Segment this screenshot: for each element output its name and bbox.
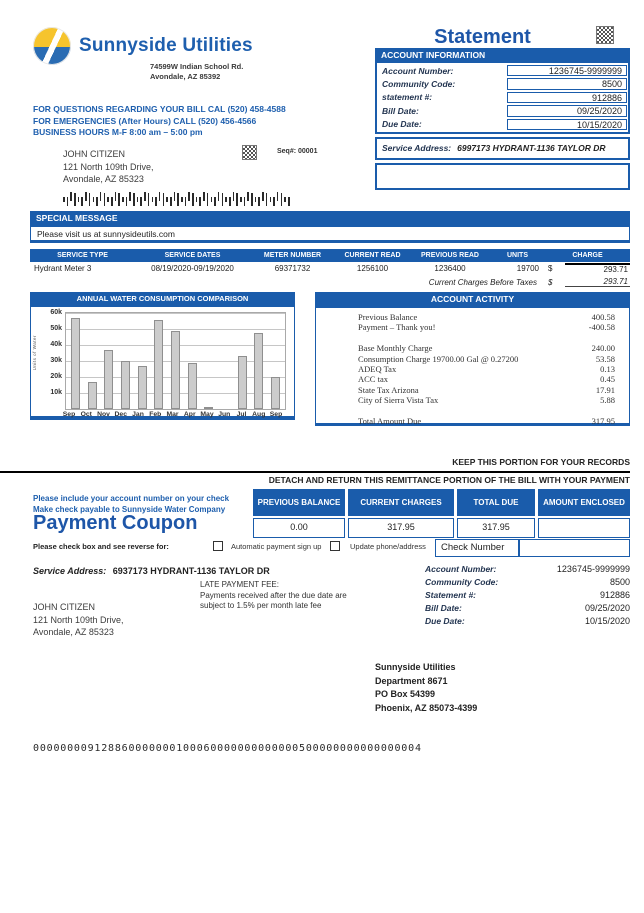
contact-info (33, 104, 286, 139)
automatic-payment-checkbox[interactable] (213, 541, 223, 551)
barcode-bar (207, 193, 209, 206)
coupon-bill-date-value: 09/25/2020 (584, 603, 630, 613)
y-axis-tick: 50k (50, 325, 62, 332)
cell-service-type: Hydrant Meter 3 (34, 264, 92, 273)
barcode-bar (78, 197, 80, 202)
barcode-bar (177, 193, 179, 206)
barcode-bar (270, 197, 272, 202)
y-axis-tick: 30k (50, 357, 62, 364)
barcode-bar (70, 192, 72, 201)
customer-address-line1: 121 North 109th Drive, (63, 161, 154, 172)
chart-bar-feb (154, 320, 163, 409)
y-axis-tick: 40k (50, 341, 62, 348)
bill-date-value: 09/25/2020 (507, 105, 627, 117)
x-axis-label: Jun (218, 411, 231, 418)
coupon-statement-number-row (425, 589, 630, 602)
cell-current-read: 1256100 (356, 264, 389, 273)
barcode-bar (155, 197, 157, 206)
barcode-bar (273, 197, 275, 206)
company-name: Sunnyside Utilities (79, 35, 253, 56)
contact-line-hours: BUSINESS HOURS M-F 8:00 am – 5:00 pm (33, 127, 203, 137)
activity-label: ACC tax (358, 374, 388, 385)
coupon-statement-number-label: Statement #: (425, 590, 477, 600)
contact-line-emergencies: FOR EMERGENCIES (After Hours) CALL (520) 456-4566 (33, 115, 257, 126)
statement-number-label: statement #: (382, 92, 433, 103)
activity-value: 53.58 (595, 353, 615, 364)
detach-line (0, 471, 630, 473)
notes-empty-box (375, 163, 630, 190)
update-phone-label: Update phone/address (350, 542, 426, 551)
barcode-bar (277, 192, 279, 201)
activity-value: 317.95 (591, 416, 615, 427)
x-axis-label: Mar (166, 411, 179, 418)
barcode-bar (233, 192, 235, 201)
community-code-label: Community Code: (382, 79, 456, 90)
coupon-check-note: Please check box and see reverse for: (33, 542, 169, 551)
header-previous-balance: PREVIOUS BALANCE (253, 489, 345, 516)
service-table-row (30, 262, 630, 275)
detach-note: DETACH AND RETURN THIS REMITTANCE PORTION OF THE BILL WITH YOUR PAYMENT (268, 475, 630, 485)
x-axis-label: Sep (62, 411, 76, 418)
chart-bar-sep (71, 318, 80, 409)
barcode-bar (126, 197, 128, 206)
account-information-panel (375, 48, 630, 190)
remittance-value-row (253, 518, 630, 538)
barcode-bar (89, 193, 91, 206)
subtotal-value: 293.71 (565, 277, 630, 287)
coupon-account-panel (425, 563, 630, 628)
activity-label: City of Sierra Vista Tax (358, 395, 439, 406)
qr-code-icon (597, 27, 613, 43)
barcode-bar (144, 192, 146, 201)
account-activity-rows (315, 307, 630, 426)
activity-row (358, 385, 615, 395)
header-amount-enclosed: AMOUNT ENCLOSED (538, 489, 630, 516)
cell-units: 19700 (516, 264, 539, 273)
coupon-account-number-row (425, 563, 630, 576)
barcode-bar (148, 193, 150, 206)
coupon-bill-date-row (425, 602, 630, 615)
barcode-bar (67, 197, 69, 206)
check-number-field[interactable] (519, 539, 630, 557)
bill-date-label: Bill Date: (382, 105, 419, 116)
activity-label: Consumption Charge 19700.00 Gal @ 0.27200 (358, 353, 519, 364)
activity-value: 400.58 (591, 312, 615, 322)
amount-enclosed-field[interactable] (538, 518, 630, 538)
barcode-bar (111, 197, 113, 206)
late-fee-text: Payments received after the due date are subject to 1.5% per month late fee (200, 590, 347, 610)
barcode-bar (185, 197, 187, 206)
chart-bar-apr (188, 363, 197, 409)
x-axis-label: Oct (80, 411, 92, 418)
cell-meter-number: 69371732 (274, 264, 311, 273)
coupon-due-date-label: Due Date: (425, 616, 465, 626)
ocr-scan-line: 000000009128860000000100060000000000000500000000000000004 (33, 743, 422, 754)
community-code-value: 8500 (507, 78, 627, 90)
barcode-bar (192, 193, 194, 206)
cell-service-dates: 08/19/2020-09/19/2020 (151, 264, 234, 273)
coupon-community-code-value: 8500 (609, 577, 630, 587)
seq-qr-code-icon (243, 146, 256, 159)
activity-value: 0.13 (600, 364, 615, 375)
x-axis-label: Jul (236, 411, 247, 418)
barcode-bar (244, 197, 246, 206)
barcode-bar (211, 197, 213, 202)
coupon-account-number-value: 1236745-9999999 (556, 564, 630, 574)
barcode-bar (96, 197, 98, 206)
x-axis-label: Dec (114, 411, 127, 418)
statement-number-row (377, 91, 628, 104)
service-address-value: 6997173 HYDRANT-1136 TAYLOR DR (457, 143, 606, 154)
special-message-text: Please visit us at sunnysideutils.com (30, 226, 630, 243)
header-previous-read: PREVIOUS READ (421, 252, 479, 259)
chart-bar-nov (104, 350, 113, 409)
intelligent-mail-barcode (63, 192, 353, 206)
x-axis-label: Feb (149, 411, 162, 418)
activity-row-blank (358, 333, 615, 343)
coupon-community-code-row (425, 576, 630, 589)
coupon-customer-name: JOHN CITIZEN (33, 602, 95, 612)
barcode-bar (281, 193, 283, 206)
coupon-service-address-value: 6937173 HYDRANT-1136 TAYLOR DR (112, 566, 270, 576)
barcode-bar (133, 193, 135, 206)
statement-title: Statement (434, 26, 531, 48)
activity-label: ADEQ Tax (358, 364, 397, 375)
sun-logo-icon (33, 27, 71, 65)
chart-bar-may (204, 407, 213, 409)
chart-bar-aug (254, 333, 263, 409)
account-number-label: Account Number: (382, 65, 454, 76)
activity-label: Previous Balance (358, 312, 418, 322)
barcode-bar (166, 197, 168, 202)
barcode-bar (137, 197, 139, 202)
activity-row (358, 312, 615, 322)
barcode-bar (203, 192, 205, 201)
subtotal-label: Current Charges Before Taxes (428, 277, 537, 287)
barcode-bar (236, 193, 238, 206)
late-fee-title: LATE PAYMENT FEE: (200, 580, 279, 589)
chart-bars (65, 312, 286, 410)
y-axis-tick: 60k (50, 309, 62, 316)
header-current-charges: CURRENT CHARGES (348, 489, 454, 516)
header-current-read: CURRENT READ (344, 252, 401, 259)
account-number-row (377, 64, 628, 77)
barcode-bar (104, 193, 106, 206)
coupon-service-address-label: Service Address: (33, 566, 107, 576)
barcode-bar (181, 197, 183, 202)
activity-row (358, 354, 615, 364)
header-total-due: TOTAL DUE (457, 489, 535, 516)
customer-name: JOHN CITIZEN (63, 149, 125, 159)
chart-bar-dec (121, 361, 130, 409)
barcode-bar (196, 197, 198, 202)
barcode-bar (288, 197, 290, 206)
customer-address-line2: Avondale, AZ 85323 (63, 174, 144, 184)
barcode-bar (251, 193, 253, 206)
cell-currency: $ (548, 264, 553, 273)
due-date-label: Due Date: (382, 119, 422, 130)
barcode-bar (225, 197, 227, 202)
consumption-chart (30, 292, 295, 420)
coupon-note-account-number: Please include your account number on your check (33, 494, 230, 503)
barcode-bar (188, 192, 190, 201)
chart-bar-mar (171, 331, 180, 409)
barcode-bar (174, 192, 176, 201)
x-axis-label: Apr (183, 411, 196, 418)
payment-coupon-title: Payment Coupon (33, 512, 198, 534)
chart-bar-jan (138, 366, 147, 409)
barcode-bar (229, 197, 231, 206)
barcode-bar (159, 192, 161, 201)
header-service-type: SERVICE TYPE (57, 252, 108, 259)
remit-name: Sunnyside Utilities (375, 662, 456, 672)
barcode-bar (170, 197, 172, 206)
header-service-dates: SERVICE DATES (164, 252, 221, 259)
account-information-header: ACCOUNT INFORMATION (375, 48, 630, 63)
activity-label: Total Amount Due (358, 416, 422, 427)
subtotal-row (30, 275, 630, 289)
customer-mailing-block (63, 148, 154, 186)
update-phone-checkbox[interactable] (330, 541, 340, 551)
activity-row (358, 395, 615, 405)
barcode-bar (152, 197, 154, 202)
cell-charge: 293.71 (565, 263, 630, 274)
chart-plot-area (30, 306, 295, 420)
barcode-bar (85, 192, 87, 201)
barcode-bar (199, 197, 201, 206)
barcode-bar (214, 197, 216, 206)
barcode-bar (81, 197, 83, 206)
barcode-bar (266, 193, 268, 206)
previous-balance-value: 0.00 (253, 518, 345, 538)
x-axis-label: May (200, 411, 214, 418)
remit-to-address (375, 661, 477, 715)
barcode-bar (284, 197, 286, 202)
barcode-bar (163, 193, 165, 206)
chart-title: ANNUAL WATER CONSUMPTION COMPARISON (30, 292, 295, 306)
activity-value: 5.88 (600, 395, 615, 406)
activity-label: Payment – Thank you! (358, 322, 436, 333)
coupon-customer-address-line1: 121 North 109th Drive, (33, 614, 124, 625)
barcode-bar (122, 197, 124, 202)
barcode-bar (74, 193, 76, 206)
company-address-line2: Avondale, AZ 85392 (150, 72, 221, 81)
service-address-box (375, 137, 630, 160)
coupon-community-code-label: Community Code: (425, 577, 499, 587)
activity-value: 17.91 (595, 384, 615, 395)
activity-label: State Tax Arizona (358, 384, 419, 395)
remit-department: Department 8671 (375, 675, 448, 686)
sequence-number: Seq#: 00001 (277, 148, 318, 155)
bill-date-row (377, 104, 628, 117)
header-units: UNITS (507, 252, 528, 259)
x-axis-label: Jan (132, 411, 144, 418)
company-address (150, 62, 243, 82)
activity-value: 240.00 (591, 343, 615, 354)
check-number-label-cell: Check Number (435, 539, 519, 557)
service-charges-table (30, 249, 630, 289)
special-message-section (30, 211, 630, 243)
service-table-header (30, 249, 630, 262)
barcode-bar (63, 197, 65, 202)
company-address-line1: 74599W Indian School Rd. (150, 62, 244, 71)
community-code-row (377, 77, 628, 90)
y-axis-tick: 10k (50, 389, 62, 396)
total-due-value: 317.95 (457, 518, 535, 538)
account-number-value: 1236745-9999999 (507, 65, 627, 77)
barcode-bar (129, 192, 131, 201)
chart-y-axis-ticks (43, 305, 65, 401)
account-activity-panel (315, 292, 630, 426)
x-axis-label: Aug (252, 411, 266, 418)
subtotal-currency: $ (548, 277, 553, 287)
activity-row-blank (358, 406, 615, 416)
coupon-note-payable: Make check payable to Sunnyside Water Company (33, 504, 226, 514)
activity-row (358, 374, 615, 384)
statement-number-value: 912886 (507, 92, 627, 104)
barcode-bar (218, 192, 220, 201)
barcode-bar (247, 192, 249, 201)
automatic-payment-label: Automatic payment sign up (231, 542, 322, 551)
remit-city: Phoenix, AZ 85073-4399 (375, 702, 478, 713)
activity-row (358, 364, 615, 374)
coupon-account-number-label: Account Number: (425, 564, 497, 574)
account-activity-header: ACCOUNT ACTIVITY (315, 292, 630, 307)
coupon-due-date-row (425, 615, 630, 628)
coupon-customer-block (33, 601, 124, 639)
barcode-bar (255, 197, 257, 202)
chart-bar-oct (88, 382, 97, 409)
barcode-bar (140, 197, 142, 206)
barcode-bar (240, 197, 242, 202)
barcode-bar (115, 192, 117, 201)
barcode-bar (118, 193, 120, 206)
y-axis-tick: 20k (50, 373, 62, 380)
remittance-header-row (253, 489, 630, 516)
cell-previous-read: 1236400 (434, 264, 466, 273)
barcode-bar (258, 197, 260, 206)
barcode-bar (262, 192, 264, 201)
remit-po-box: PO Box 54399 (375, 689, 436, 699)
late-fee-block (200, 580, 360, 612)
barcode-bar (222, 193, 224, 206)
barcode-bar (107, 197, 109, 202)
current-charges-value: 317.95 (348, 518, 454, 538)
activity-value: 0.45 (600, 374, 615, 385)
service-address-label: Service Address: (382, 143, 452, 154)
coupon-customer-address-line2: Avondale, AZ 85323 (33, 627, 114, 637)
coupon-statement-number-value: 912886 (599, 590, 630, 600)
activity-row (358, 343, 615, 353)
header-meter-number: METER NUMBER (263, 252, 322, 259)
coupon-due-date-value: 10/15/2020 (584, 616, 630, 626)
coupon-service-address (33, 566, 270, 576)
coupon-bill-date-label: Bill Date: (425, 603, 462, 613)
chart-y-axis-label: Units of Water (32, 335, 37, 371)
barcode-bar (93, 197, 95, 202)
chart-x-axis-labels (34, 410, 286, 418)
header-charge: CHARGE (572, 252, 603, 259)
x-axis-label: Sep (269, 411, 283, 418)
special-message-header: SPECIAL MESSAGE (30, 211, 630, 226)
chart-bar-jul (238, 356, 247, 409)
due-date-value: 10/15/2020 (507, 119, 627, 131)
activity-value: -400.58 (588, 322, 615, 333)
keep-portion-note: KEEP THIS PORTION FOR YOUR RECORDS (452, 457, 630, 467)
due-date-row (377, 118, 628, 131)
barcode-bar (100, 192, 102, 201)
activity-label: Base Monthly Charge (358, 343, 433, 354)
remittance-table (253, 489, 630, 538)
activity-row (358, 322, 615, 332)
contact-line-questions: FOR QUESTIONS REGARDING YOUR BILL CAL (520) 458-4588 (33, 104, 286, 114)
activity-row-total (358, 416, 615, 426)
x-axis-label: Nov (97, 411, 110, 418)
account-information-rows (375, 63, 630, 134)
chart-bar-sep (271, 377, 280, 409)
